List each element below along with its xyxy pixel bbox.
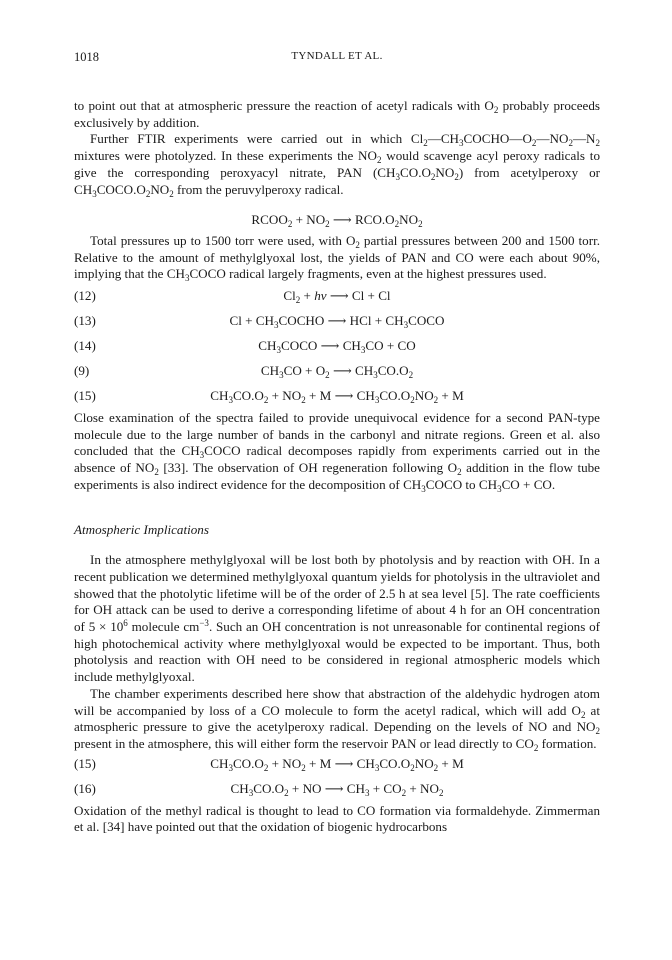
reaction-number: (15) (74, 755, 96, 771)
reaction-list-1 (74, 285, 600, 410)
paragraph-6: The chamber experiments described here show that abstraction of the aldehydic hydrogen atom will be accompanied by loss of a CO molecule to form the acetyl radical, which will add $O_2$ at atmospheric pressure to give the acetylperoxy radical. Depending on the levels of NO and $NO_2$ present in the atmosphere, this will either form the reservoir PAN or lead directly to $CO_2$ formation. (74, 685, 600, 753)
paragraph-2: Further FTIR experiments were carried out in which $Cl_2—CH_3COCHO—O_2—NO_2—N_2$ mixtures were photolyzed. In these experiments the $NO_2$ would scavenge acyl peroxy radicals to give the corresponding peroxyacyl nitrate, PAN $(CH_3CO.O_2NO_2)$ from acetylperoxy or $CH_3COCO.O_2NO_2$ from the peruvylperoxy radical. (74, 131, 600, 199)
reaction-row (74, 385, 600, 410)
paragraph-1: to point out that at atmospheric pressure the reaction of acetyl radicals with $O_2$ probably proceeds exclusively by addition. (74, 98, 600, 130)
reaction-row (74, 335, 600, 360)
reaction-row (74, 778, 600, 803)
page-header (74, 50, 600, 68)
reaction-equation: $CH_3COCO$ ⟶ $CH_3CO$ + CO (258, 338, 416, 356)
section-title: Atmospheric Implications (74, 521, 209, 537)
reaction-equation: $Cl + CH_3COCHO$ ⟶ HCl + $CH_3COCO$ (229, 313, 445, 331)
page-number: 1018 (74, 50, 99, 64)
reaction-row (74, 285, 600, 310)
reaction-row (74, 310, 600, 335)
paragraph-7: Oxidation of the methyl radical is thought to lead to CO formation via formaldehyde. Zimmerman et al. [34] have pointed out that the oxidation of biogenic hydrocarbons (74, 802, 600, 835)
article-body (74, 98, 600, 836)
reaction-number: (14) (74, 338, 96, 354)
reaction-number: (12) (74, 288, 96, 304)
running-head: TYNDALL ET AL. (291, 50, 383, 62)
equation-peroxyacyl-nitrate: $RCOO_2 + NO_2$ ⟶ $RCO.O_2NO_2$ (251, 212, 423, 230)
reaction-equation: $CH_3CO + O_2$ ⟶ $CH_3CO.O_2$ (260, 363, 414, 381)
reaction-equation: $CH_3CO.O_2$ + NO ⟶ $CH_3 + CO_2 + NO_2$ (230, 780, 444, 798)
reaction-number: (15) (74, 388, 96, 404)
reaction-row (74, 753, 600, 778)
paragraph-5: In the atmosphere methylglyoxal will be lost both by photolysis and by reaction with OH. In a recent publication we determined methylglyoxal quantum yields for photolysis in the ultraviolet and showed that the photolytic lifetime will be of the order of 2.5 h at sea level [5]. The rate coefficients for OH attack can be used to derive a corresponding lifetime of about 4 h for an OH concentration of $5 \times 10^6$ molecule $cm^{-3}$. Such an OH concentration is not unreasonable for continental regions of high photochemical activity where methylglyoxal would be expected to be important. Thus, both photolysis and reaction with OH need to be considered in regional atmospheric models which include methylglyoxal. (74, 552, 600, 685)
reaction-number: (16) (74, 780, 96, 796)
reaction-number: (13) (74, 313, 96, 329)
reaction-equation: $Cl_2 + h\nu$ ⟶ Cl + Cl (283, 288, 391, 306)
reaction-row (74, 360, 600, 385)
reaction-number: (9) (74, 363, 90, 379)
paragraph-4: Close examination of the spectra failed to provide unequivocal evidence for a second PAN-type molecule due to the large number of bands in the carbonyl and nitrate regions. Green et al. also concluded that the $CH_3COCO$ radical decomposes rapidly from experiments carried out in the absence of $NO_2$ [33]. The observation of OH regeneration following $O_2$ addition in the flow tube experiments is also indirect evidence for the decomposition of $CH_3COCO$ to $CH_3CO$ + CO. (74, 410, 600, 494)
reaction-list-2 (74, 753, 600, 803)
reaction-equation: $CH_3CO.O_2 + NO_2 + M$ ⟶ $CH_3CO.O_2NO_2 + M$ (210, 388, 464, 406)
paragraph-3: Total pressures up to 1500 torr were used, with $O_2$ partial pressures between 200 and 1500 torr. Relative to the amount of methylglyoxal lost, the yields of PAN and CO were each about 90%, implying that the $CH_3COCO$ radical largely fragments, even at the highest pressures used. (74, 232, 600, 284)
reaction-equation: $CH_3CO.O_2 + NO_2 + M$ ⟶ $CH_3CO.O_2NO_2 + M$ (210, 755, 464, 773)
